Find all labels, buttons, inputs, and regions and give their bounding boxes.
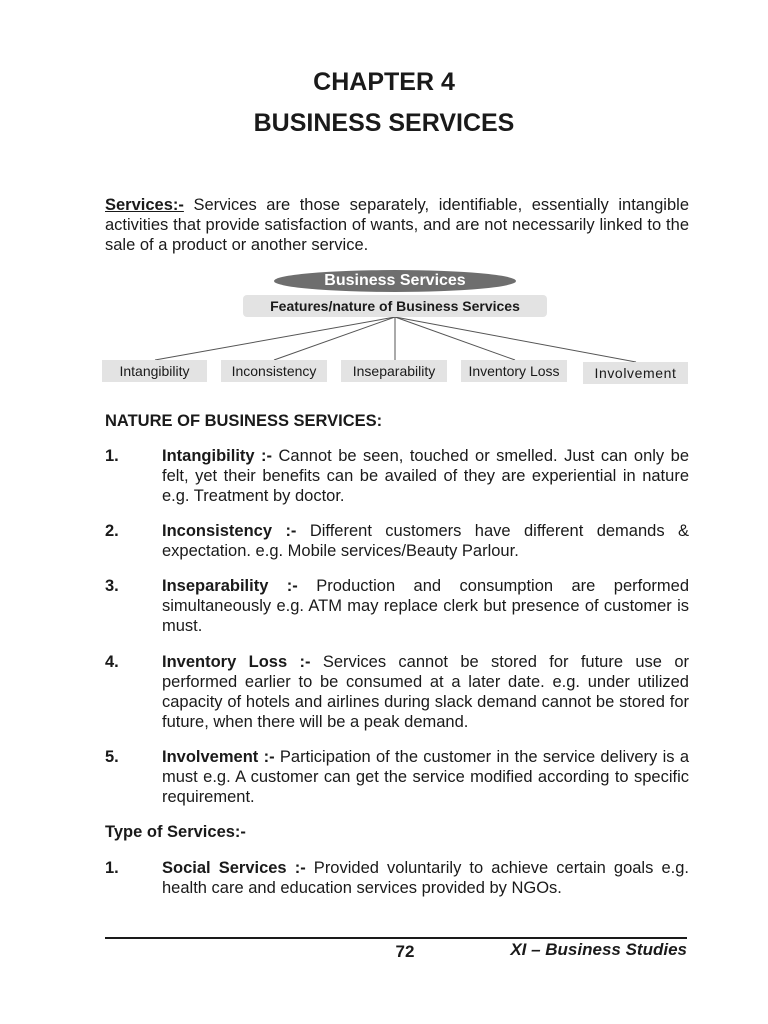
item-body	[162, 747, 689, 807]
item-body	[162, 576, 689, 636]
nature-item-intangibility	[105, 446, 689, 506]
item-body	[162, 521, 689, 561]
item-body	[162, 652, 689, 732]
item-text: Production and consumption are performed simultaneously e.g. ATM may replace clerk but presence of customer is must.	[162, 577, 689, 635]
item-term: Inseparability :-	[162, 577, 298, 595]
diagram-subtitle-node: Features/nature of Business Services	[243, 295, 547, 317]
features-diagram	[0, 268, 768, 388]
item-text: Services cannot be stored for future use or performed earlier to be consumed at a later date. e.g. under utilized capacity of hotels and airlines during slack demand cannot be stored for future, when there will be a peak demand.	[162, 653, 689, 731]
item-term: Inventory Loss :-	[162, 653, 311, 671]
item-number: 2.	[105, 522, 119, 540]
nature-heading: NATURE OF BUSINESS SERVICES:	[105, 412, 383, 430]
connector-inventory-loss	[395, 317, 515, 360]
page-number: 72	[395, 942, 415, 961]
item-number: 5.	[105, 748, 119, 766]
chapter-number: CHAPTER 4	[313, 68, 455, 96]
item-body	[162, 858, 689, 898]
type-item-social-services	[105, 858, 689, 898]
nature-item-inconsistency	[105, 521, 689, 561]
services-definition-text: Services are those separately, identifiable, essentially intangible activities that provide satisfaction of wants, and are not necessarily linked to the sale of a product or another service.	[105, 196, 689, 254]
diagram-leaf-inconsistency: Inconsistency	[221, 360, 327, 382]
item-number: 3.	[105, 577, 119, 595]
item-number: 4.	[105, 653, 119, 671]
item-term: Intangibility :-	[162, 447, 273, 465]
item-term: Social Services :-	[162, 859, 306, 877]
diagram-leaf-inseparability: Inseparability	[341, 360, 447, 382]
chapter-title: BUSINESS SERVICES	[253, 109, 515, 137]
diagram-root-node: Business Services	[274, 270, 516, 292]
item-body	[162, 446, 689, 506]
connector-intangibility	[155, 317, 395, 360]
item-number: 1.	[105, 859, 119, 877]
item-text: Different customers have different demands & expectation. e.g. Mobile services/Beauty Parlour.	[162, 522, 689, 560]
nature-item-inventory-loss	[105, 652, 689, 732]
diagram-leaf-intangibility: Intangibility	[102, 360, 207, 382]
footer-rule	[105, 937, 687, 939]
item-term: Involvement :-	[162, 748, 275, 766]
diagram-leaf-involvement: Involvement	[583, 362, 688, 384]
item-term: Inconsistency :-	[162, 522, 297, 540]
item-number: 1.	[105, 447, 119, 465]
type-of-services-heading: Type of Services:-	[105, 823, 246, 841]
item-text: Provided voluntarily to achieve certain goals e.g. health care and education services provided by NGOs.	[162, 859, 689, 897]
running-title: XI – Business Studies	[510, 940, 687, 959]
nature-item-involvement	[105, 747, 689, 807]
services-definition	[105, 195, 689, 255]
nature-item-inseparability	[105, 576, 689, 636]
diagram-leaf-inventory-loss: Inventory Loss	[461, 360, 567, 382]
connector-inconsistency	[274, 317, 395, 360]
item-text: Cannot be seen, touched or smelled. Just can only be felt, yet their benefits can be availed of they are experiential in nature e.g. Treatment by doctor.	[162, 447, 689, 505]
item-text: Participation of the customer in the service delivery is a must e.g. A customer can get the service modified according to specific requirement.	[162, 748, 689, 806]
services-definition-lead: Services:-	[105, 196, 184, 214]
connector-involvement	[395, 317, 636, 362]
